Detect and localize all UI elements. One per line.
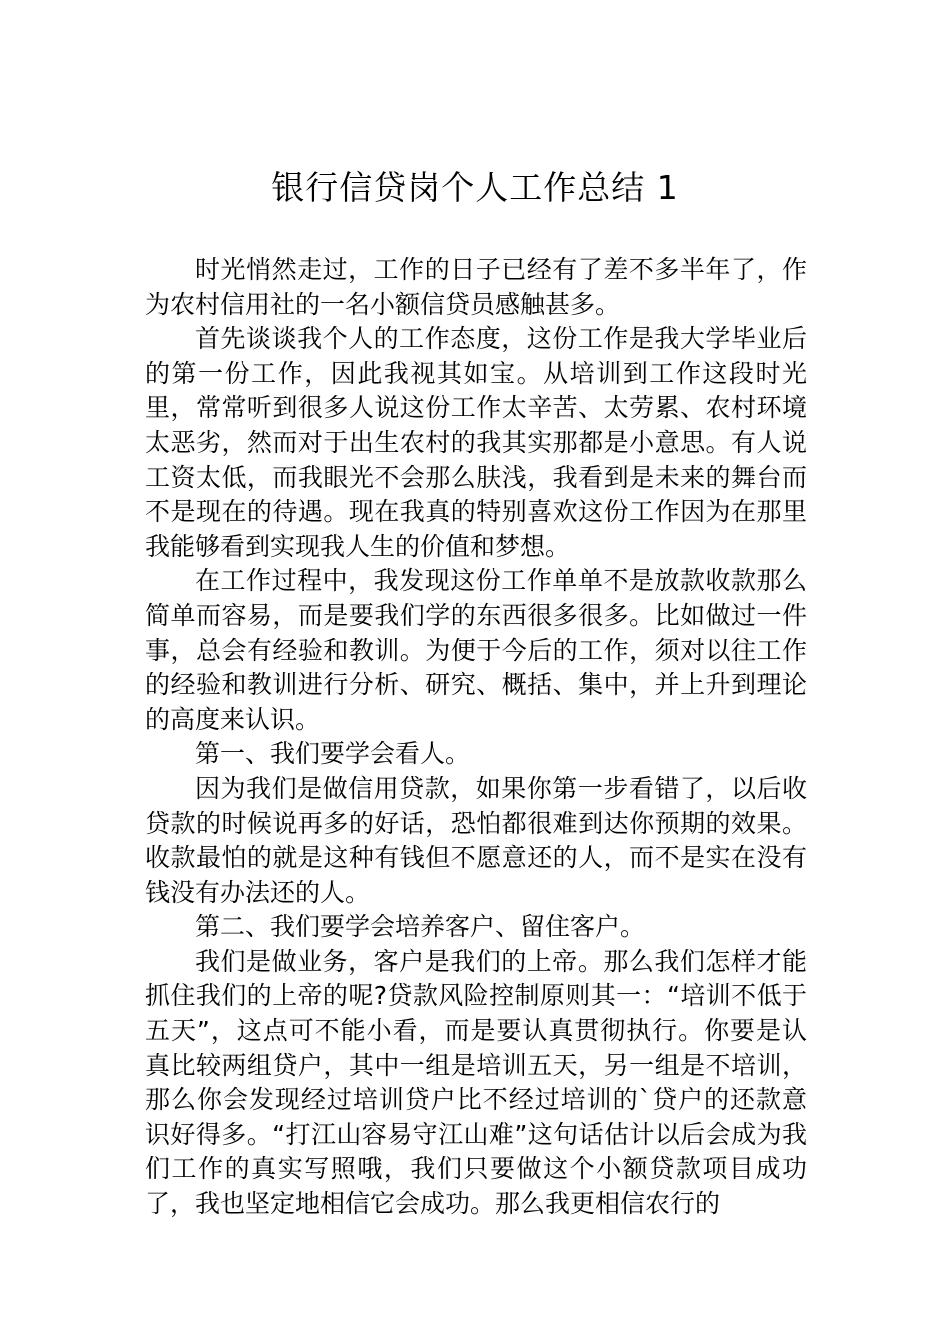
document-title: 银行信贷岗个人工作总结 1 bbox=[271, 168, 679, 207]
paragraph-2: 首先谈谈我个人的工作态度，这份工作是我大学毕业后的第一份工作，因此我视其如宝。从培训到工作这段时光里，常常听到很多人说这份工作太辛苦、太劳累、农村环境太恶劣，然而对于出生农村的我其实那都是小意思。有人说工资太低，而我眼光不会那么肤浅，我看到是未来的舞台而不是现在的待遇。现在我真的特别喜欢这份工作因为在那里我能够看到实现我人生的价值和梦想。 bbox=[145, 324, 807, 561]
paragraph-4: 因为我们是做信用贷款，如果你第一步看错了，以后收贷款的时候说再多的好话，恐怕都很难到达你预期的效果。收款最怕的就是这种有钱但不愿意还的人，而不是实在没有钱没有办法还的人。 bbox=[145, 773, 807, 907]
document-body bbox=[145, 253, 807, 1222]
paragraph-5: 我们是做业务，客户是我们的上帝。那么我们怎样才能抓住我们的上帝的呢?贷款风险控制原则其一：“培训不低于五天”，这点可不能小看，而是要认真贯彻执行。你要是认真比较两组贷户，其中一组是培训五天，另一组是不培训，那么你会发现经过培训贷户比不经过培训的`贷户的还款意识好得多。“打江山容易守江山难”这句话估计以后会成为我们工作的真实写照哦，我们只要做这个小额贷款项目成功了，我也坚定地相信它会成功。那么我更相信农行的 bbox=[145, 946, 807, 1219]
section-heading-2: 第二、我们要学会培养客户、留住客户。 bbox=[195, 912, 646, 942]
section-heading-1: 第一、我们要学会看人。 bbox=[195, 739, 471, 769]
paragraph-1: 时光悄然走过，工作的日子已经有了差不多半年了，作为农村信用社的一名小额信贷员感触甚多。 bbox=[145, 255, 807, 319]
paragraph-3: 在工作过程中，我发现这份工作单单不是放款收款那么简单而容易，而是要我们学的东西很多很多。比如做过一件事，总会有经验和教训。为便于今后的工作，须对以往工作的经验和教训进行分析、研究、概括、集中，并上升到理论的高度来认识。 bbox=[145, 566, 807, 734]
